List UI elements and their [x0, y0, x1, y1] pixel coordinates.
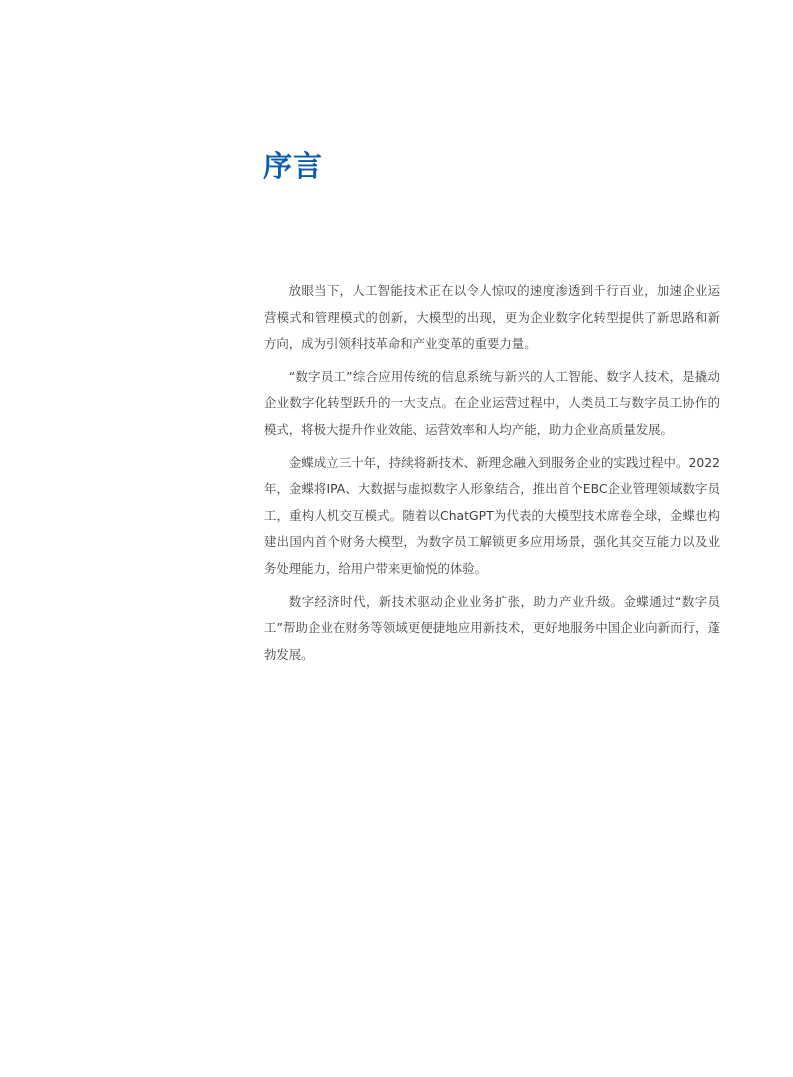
- paragraph-3: 金蝶成立三十年，持续将新技术、新理念融入到服务企业的实践过程中。2022年，金蝶将IPA、大数据与虚拟数字人形象结合，推出首个EBC企业管理领域数字员工，重构人机交互模式。随着以ChatGPT为代表的大模型技术席卷全球，金蝶也构建出国内首个财务大模型，为数字员工解锁更多应用场景，强化其交互能力以及业务处理能力，给用户带来更愉悦的体验。: [264, 454, 720, 576]
- preface-body: [264, 278, 720, 674]
- page-title: 序言: [263, 149, 324, 183]
- paragraph-2: “数字员工”综合应用传统的信息系统与新兴的人工智能、数字人技术，是撬动企业数字化转型跃升的一大支点。在企业运营过程中，人类员工与数字员工协作的模式，将极大提升作业效能、运营效率和人均产能，助力企业高质量发展。: [264, 368, 720, 437]
- paragraph-4: 数字经济时代，新技术驱动企业业务扩张，助力产业升级。金蝶通过“数字员工”帮助企业在财务等领域更便捷地应用新技术，更好地服务中国企业向新而行，蓬勃发展。: [264, 593, 720, 662]
- paragraph-1: 放眼当下，人工智能技术正在以令人惊叹的速度渗透到千行百业，加速企业运营模式和管理模式的创新，大模型的出现，更为企业数字化转型提供了新思路和新方向，成为引领科技革命和产业变革的重要力量。: [264, 283, 720, 352]
